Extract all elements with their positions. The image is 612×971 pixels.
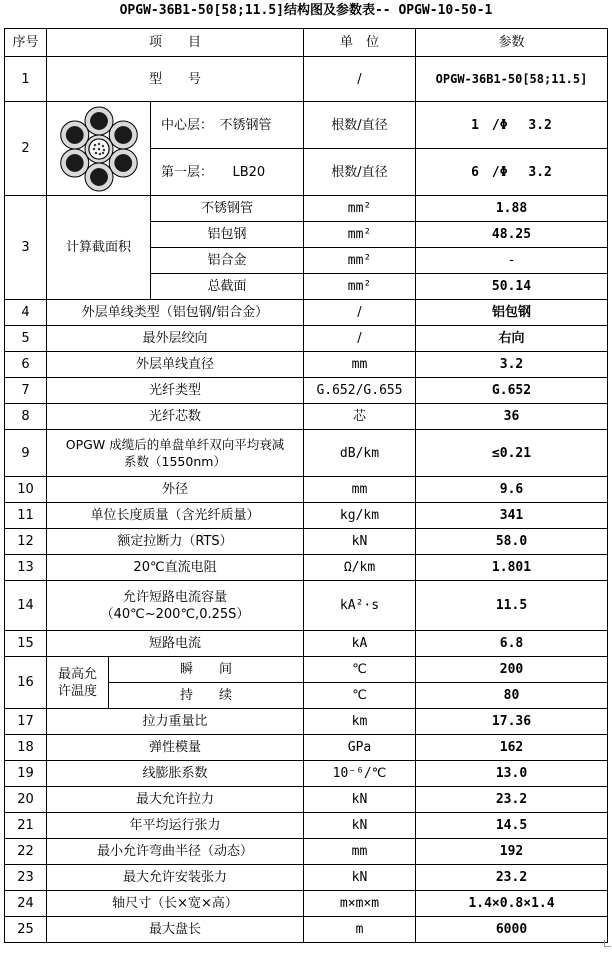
row-value: 1.88 — [416, 196, 608, 222]
row-unit: mm² — [304, 196, 416, 222]
row-number: 3 — [5, 196, 47, 300]
optical-fiber — [102, 148, 104, 150]
row-value: 36 — [416, 404, 608, 430]
row-value: 1 /Φ 3.2 — [416, 102, 608, 149]
row-unit: 10⁻⁶/℃ — [304, 761, 416, 787]
max-temp-group-label — [47, 657, 109, 709]
row-unit: GPa — [304, 735, 416, 761]
cross-section-cell — [47, 102, 151, 196]
row-item-line: 系数（1550nm） — [124, 454, 226, 469]
table-row — [5, 839, 608, 865]
row-number: 25 — [5, 917, 47, 943]
page-title: OPGW-36B1-50[58;11.5]结构图及参数表-- OPGW-10-50-1 — [119, 3, 493, 18]
optical-fiber — [97, 147, 99, 149]
row-value: 6000 — [416, 917, 608, 943]
row-item: 外径 — [47, 477, 304, 503]
row-item — [47, 581, 304, 631]
row-number: 19 — [5, 761, 47, 787]
row-value: 14.5 — [416, 813, 608, 839]
outer-strand-core — [90, 168, 107, 185]
group-label-line: 许温度 — [57, 683, 97, 699]
first-layer-label: 第一层： LB20 — [151, 149, 304, 196]
row-value: 13.0 — [416, 761, 608, 787]
center-layer-label: 中心层： 不锈钢管 — [151, 102, 304, 149]
row-unit: kg/km — [304, 503, 416, 529]
optical-fiber — [101, 144, 103, 146]
table-row — [5, 555, 608, 581]
row-value: 11.5 — [416, 581, 608, 631]
row-item: 型 号 — [47, 57, 304, 102]
row-item: 最大允许安装张力 — [47, 865, 304, 891]
row-unit: km — [304, 709, 416, 735]
row-item: 持 续 — [109, 683, 304, 709]
row-number: 12 — [5, 529, 47, 555]
row-item: 线膨胀系数 — [47, 761, 304, 787]
row-value: 23.2 — [416, 787, 608, 813]
row-item: 最小允许弯曲半径（动态） — [47, 839, 304, 865]
row-value: 1.4×0.8×1.4 — [416, 891, 608, 917]
table-header-row — [5, 29, 608, 57]
row-unit: dB/km — [304, 430, 416, 477]
row-number: 18 — [5, 735, 47, 761]
row-unit: mm² — [304, 274, 416, 300]
row-unit: mm² — [304, 248, 416, 274]
row-item: 年平均运行张力 — [47, 813, 304, 839]
row-value: ≤0.21 — [416, 430, 608, 477]
row-item: 光纤类型 — [47, 378, 304, 404]
row-unit: Ω/km — [304, 555, 416, 581]
row-unit: / — [304, 57, 416, 102]
row-unit: 芯 — [304, 404, 416, 430]
row-item: 外层单线直径 — [47, 352, 304, 378]
row-unit: ℃ — [304, 683, 416, 709]
row-number: 21 — [5, 813, 47, 839]
row-value: 6 /Φ 3.2 — [416, 149, 608, 196]
row-item: 最外层绞向 — [47, 326, 304, 352]
table-row — [5, 529, 608, 555]
outer-strand-core — [114, 154, 131, 171]
row-number: 24 — [5, 891, 47, 917]
row-number: 13 — [5, 555, 47, 581]
row-number: 11 — [5, 503, 47, 529]
table-row — [5, 102, 608, 149]
row-unit: m — [304, 917, 416, 943]
outer-strand-core — [66, 154, 83, 171]
row-unit: / — [304, 326, 416, 352]
row-item: 拉力重量比 — [47, 709, 304, 735]
row-number: 8 — [5, 404, 47, 430]
row-value: 50.14 — [416, 274, 608, 300]
table-row — [5, 813, 608, 839]
table-row — [5, 300, 608, 326]
table-row — [5, 352, 608, 378]
table-row — [5, 404, 608, 430]
row-unit: mm — [304, 352, 416, 378]
row-number: 23 — [5, 865, 47, 891]
row-value: 23.2 — [416, 865, 608, 891]
row-item: 最大盘长 — [47, 917, 304, 943]
row-number: 10 — [5, 477, 47, 503]
table-row — [5, 631, 608, 657]
row-value: OPGW-36B1-50[58;11.5] — [416, 57, 608, 102]
header-item: 项 目 — [47, 29, 304, 57]
row-unit: kN — [304, 865, 416, 891]
row-value: - — [416, 248, 608, 274]
row-item: 最大允许拉力 — [47, 787, 304, 813]
row-item: 不锈钢管 — [151, 196, 304, 222]
table-row — [5, 709, 608, 735]
table-row — [5, 761, 608, 787]
row-unit: kN — [304, 813, 416, 839]
cable-cross-section-icon — [55, 105, 143, 193]
row-number: 20 — [5, 787, 47, 813]
row-number: 14 — [5, 581, 47, 631]
table-row — [5, 865, 608, 891]
row-value: 58.0 — [416, 529, 608, 555]
row-number: 4 — [5, 300, 47, 326]
row-value: 17.36 — [416, 709, 608, 735]
row-unit: kA²·s — [304, 581, 416, 631]
row-item-line: 允许短路电流容量 — [122, 589, 227, 605]
row-number: 7 — [5, 378, 47, 404]
row-item: 短路电流 — [47, 631, 304, 657]
row-item: 铝包钢 — [151, 222, 304, 248]
row-value: 1.801 — [416, 555, 608, 581]
row-value: 48.25 — [416, 222, 608, 248]
row-unit: mm — [304, 839, 416, 865]
row-value: 162 — [416, 735, 608, 761]
section-area-group-label: 计算截面积 — [47, 196, 151, 300]
row-item: 光纤芯数 — [47, 404, 304, 430]
table-row — [5, 326, 608, 352]
outer-strand-core — [90, 112, 107, 129]
row-value: 341 — [416, 503, 608, 529]
row-number: 5 — [5, 326, 47, 352]
table-row — [5, 891, 608, 917]
row-item-line: （40℃~200℃,0.25S） — [100, 606, 250, 622]
row-value: 9.6 — [416, 477, 608, 503]
header-unit: 单 位 — [304, 29, 416, 57]
table-row — [5, 787, 608, 813]
optical-fiber — [94, 151, 96, 153]
table-row — [5, 657, 608, 683]
row-item: 铝合金 — [151, 248, 304, 274]
row-unit: G.652/G.655 — [304, 378, 416, 404]
row-number: 17 — [5, 709, 47, 735]
row-item — [47, 430, 304, 477]
table-row — [5, 57, 608, 102]
row-unit: kA — [304, 631, 416, 657]
row-value: 192 — [416, 839, 608, 865]
row-unit: ℃ — [304, 657, 416, 683]
row-unit: mm — [304, 477, 416, 503]
row-number: 16 — [5, 657, 47, 709]
row-item: 瞬 间 — [109, 657, 304, 683]
row-unit: 根数/直径 — [304, 149, 416, 196]
row-item: 单位长度质量（含光纤质量） — [47, 503, 304, 529]
spec-table — [4, 28, 608, 943]
optical-fiber — [101, 151, 103, 153]
header-param: 参数 — [416, 29, 608, 57]
row-unit: kN — [304, 529, 416, 555]
row-item: 20℃直流电阻 — [47, 555, 304, 581]
table-row — [5, 378, 608, 404]
row-item: 弹性模量 — [47, 735, 304, 761]
row-unit: 根数/直径 — [304, 102, 416, 149]
row-number: 1 — [5, 57, 47, 102]
row-number: 9 — [5, 430, 47, 477]
page-corner-mark — [604, 940, 611, 947]
row-number: 15 — [5, 631, 47, 657]
optical-fiber — [92, 147, 94, 149]
row-unit: kN — [304, 787, 416, 813]
row-unit: m×m×m — [304, 891, 416, 917]
row-value: G.652 — [416, 378, 608, 404]
table-row — [5, 430, 608, 477]
row-value: 6.8 — [416, 631, 608, 657]
row-value: 80 — [416, 683, 608, 709]
row-value: 3.2 — [416, 352, 608, 378]
row-item-line: OPGW 成缆后的单盘单纤双向平均衰减 — [65, 437, 285, 452]
outer-strand-core — [114, 126, 131, 143]
optical-fiber — [97, 142, 99, 144]
row-item: 额定拉断力（RTS） — [47, 529, 304, 555]
row-number: 22 — [5, 839, 47, 865]
table-row — [5, 917, 608, 943]
row-value: 200 — [416, 657, 608, 683]
row-item: 外层单线类型（铝包钢/铝合金） — [47, 300, 304, 326]
table-row — [5, 581, 608, 631]
row-item: 轴尺寸（长×宽×高） — [47, 891, 304, 917]
row-number: 2 — [5, 102, 47, 196]
row-item: 总截面 — [151, 274, 304, 300]
row-unit: mm² — [304, 222, 416, 248]
row-unit: / — [304, 300, 416, 326]
optical-fiber — [98, 152, 100, 154]
header-no: 序号 — [5, 29, 47, 57]
row-value: 铝包钢 — [416, 300, 608, 326]
group-label-line: 最高允 — [57, 666, 97, 682]
outer-strand-core — [66, 126, 83, 143]
table-row — [5, 503, 608, 529]
table-row — [5, 196, 608, 222]
row-value: 右向 — [416, 326, 608, 352]
optical-fiber — [93, 143, 95, 145]
table-row — [5, 735, 608, 761]
row-number: 6 — [5, 352, 47, 378]
table-row — [5, 477, 608, 503]
